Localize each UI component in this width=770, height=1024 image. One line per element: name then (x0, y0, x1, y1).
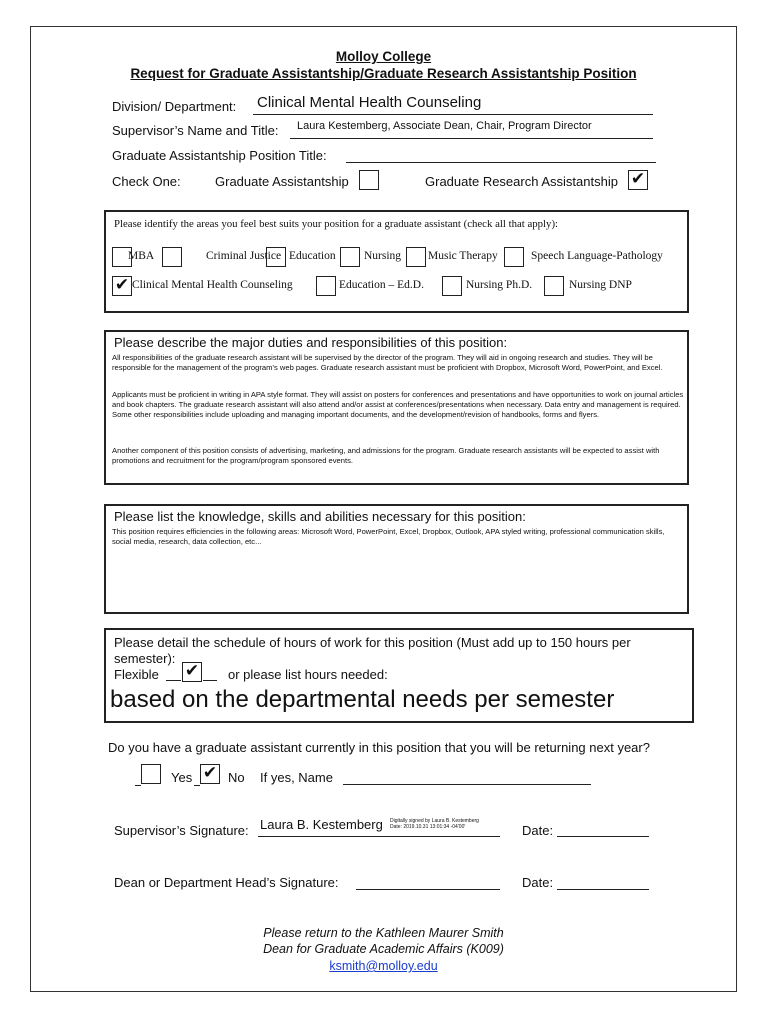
gra-checkbox[interactable]: ✔ (628, 170, 648, 190)
flexible-line-right (203, 680, 217, 681)
supervisor-label: Supervisor’s Name and Title: (112, 123, 279, 138)
no-line (194, 785, 200, 786)
yes-line (135, 785, 141, 786)
area-label: Criminal Justice (206, 250, 282, 262)
ga-checkbox[interactable] (359, 170, 379, 190)
footer-line-2: Dean for Graduate Academic Affairs (K009) (263, 942, 504, 956)
duties-paragraph-1: All responsibilities of the graduate research assistant will be supervised by the director of the program. They will aid in ongoing research and studies. They will be responsible for the management of the program’s web pages. Graduate research assistant must be proficient with Dropbox, Microsoft Word, PowerPoint, and Excel. (112, 353, 663, 372)
area-label: Education – Ed.D. (339, 279, 424, 291)
ga-label: Graduate Assistantship (215, 174, 349, 189)
flexible-checkbox[interactable]: ✔ (182, 662, 202, 682)
area-label: Clinical Mental Health Counseling (132, 279, 293, 291)
hours-value: based on the departmental needs per semester (110, 686, 615, 713)
flexible-line-left (166, 680, 181, 681)
supervisor-line[interactable] (290, 138, 653, 139)
schedule-box (104, 628, 694, 723)
form-page (30, 26, 737, 992)
areas-prompt: Please identify the areas you feel best suits your position for a graduate assistant (check all that apply): (114, 218, 559, 230)
area-checkbox[interactable]: ✔ (112, 276, 132, 296)
area-checkbox[interactable] (504, 247, 524, 267)
schedule-heading-1: Please detail the schedule of hours of work for this position (Must add up to 150 hours per (114, 635, 631, 650)
schedule-heading-2: semester): (114, 651, 176, 666)
yes-label: Yes (171, 770, 193, 785)
dean-signature-label: Dean or Department Head’s Signature: (114, 875, 339, 890)
supervisor-value: Laura Kestemberg, Associate Dean, Chair, Program Director (297, 120, 592, 132)
area-checkbox[interactable] (340, 247, 360, 267)
area-checkbox[interactable] (316, 276, 336, 296)
division-label: Division/ Department: (112, 99, 237, 114)
if-yes-label: If yes, Name (260, 770, 333, 785)
duties-paragraph-3: Another component of this position consists of advertising, marketing, and admissions for the program. Graduate research assistants will be expected to assist with promotions and recruitment for the program/program sponsored events. (112, 446, 660, 465)
area-label: Speech Language-Pathology (531, 250, 663, 262)
returning-question: Do you have a graduate assistant currently in this position that you will be returning next year? (108, 740, 650, 755)
footer-email-link[interactable]: ksmith@molloy.edu (329, 959, 438, 973)
dean-date-line[interactable] (557, 889, 649, 890)
position-title-label: Graduate Assistantship Position Title: (112, 148, 327, 163)
digital-sign-line-1: Digitally signed by Laura B. Kestemberg (390, 818, 479, 824)
area-label: Music Therapy (428, 250, 498, 262)
returning-name-line[interactable] (343, 784, 591, 785)
supervisor-signature-name: Laura B. Kestemberg (260, 817, 383, 832)
area-checkbox[interactable] (442, 276, 462, 296)
skills-heading: Please list the knowledge, skills and abilities necessary for this position: (114, 509, 526, 524)
skills-box (104, 504, 689, 614)
dean-signature-line[interactable] (356, 889, 500, 890)
supervisor-signature-line[interactable] (258, 836, 500, 837)
division-line[interactable] (253, 114, 653, 115)
area-checkbox[interactable] (544, 276, 564, 296)
supervisor-date-line[interactable] (557, 836, 649, 837)
duties-heading: Please describe the major duties and responsibilities of this position: (114, 335, 508, 350)
area-label: Nursing Ph.D. (466, 279, 533, 291)
dean-date-label: Date: (522, 875, 554, 890)
area-label: Nursing (364, 250, 402, 262)
supervisor-date-label: Date: (522, 823, 554, 838)
area-checkbox[interactable] (266, 247, 286, 267)
college-name: Molloy College (335, 49, 432, 64)
yes-checkbox[interactable] (141, 764, 161, 784)
flexible-label: Flexible (114, 667, 159, 682)
skills-text: This position requires efficiencies in the following areas: Microsoft Word, PowerPoint, Excel, Dropbox, Outlook, APA styled writing, professional communication skills, social media, research, data collection, etc... (112, 527, 665, 546)
hours-label: or please list hours needed: (228, 667, 388, 682)
duties-box (104, 330, 689, 485)
digital-sign-line-2: Date: 2019.10.31 13:01:34 -04'00' (390, 824, 466, 830)
area-checkbox[interactable] (406, 247, 426, 267)
area-checkbox[interactable] (162, 247, 182, 267)
position-title-line[interactable] (346, 162, 656, 163)
area-label: Education (289, 250, 336, 262)
area-label: Nursing DNP (569, 279, 632, 291)
check-one-label: Check One: (112, 174, 181, 189)
form-title: Request for Graduate Assistantship/Graduate Research Assistantship Position (130, 66, 637, 81)
gra-label: Graduate Research Assistantship (425, 174, 618, 189)
duties-paragraph-2: Applicants must be proficient in writing in APA style format. They will assist on posters for conferences and presentations and have opportunities to work on journal articles and book chapters. The graduate research assistant will also attend and/or assist at conferences/presentations when necessary. Data entry and management is required. Some other responsibilities include uploading and managing important documents, and the development/revision of handbooks, forms and flyers. (112, 390, 684, 419)
division-value: Clinical Mental Health Counseling (257, 94, 482, 111)
supervisor-signature-label: Supervisor’s Signature: (114, 823, 249, 838)
no-checkbox[interactable]: ✔ (200, 764, 220, 784)
areas-box (104, 210, 689, 313)
area-label: MBA (128, 250, 155, 262)
no-label: No (228, 770, 245, 785)
footer-line-1: Please return to the Kathleen Maurer Smith (263, 926, 504, 940)
